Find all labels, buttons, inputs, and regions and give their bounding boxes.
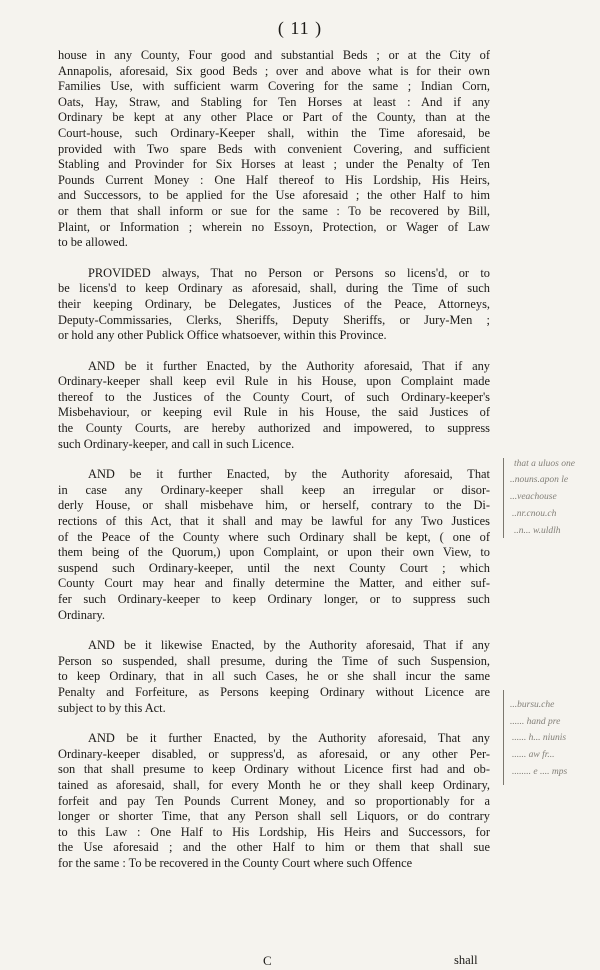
paragraph xyxy=(58,359,490,453)
text-line: Stabling and Provinder for Six Horses at least ; under the Penalty of Ten xyxy=(58,157,490,172)
text-line: Ordinary-keeper shall keep evil Rule in his House, upon Complaint made xyxy=(58,374,490,389)
text-line: thereof to the Justices of the County Court, of such Ordinary-keeper's xyxy=(58,389,490,404)
margin-note: ...... h... niunis xyxy=(512,733,567,743)
text-line: and Successors, to be applied for the Use aforesaid ; the other Half to him xyxy=(58,188,490,203)
paragraph xyxy=(58,731,490,871)
text-line: of the Peace of the County where such Ordinary shall be kept, ( one of xyxy=(58,529,490,544)
text-line: Person so suspended, shall presume, during the Time of such Suspension, xyxy=(58,653,490,668)
text-line: son that shall presume to keep Ordinary without Licence first had and ob- xyxy=(58,762,490,777)
margin-handwritten-notes xyxy=(500,455,600,785)
text-line: Deputy-Commissaries, Clerks, Sheriffs, Deputy Sheriffs, or Jury-Men ; xyxy=(58,312,490,327)
text-line: their keeping Ordinary, be Delegates, Justices of the Peace, Attorneys, xyxy=(58,296,490,311)
paragraph xyxy=(58,467,490,623)
margin-bracket xyxy=(503,690,504,785)
text-line: longer or shorter Time, that any Person shall sell Liquors, or do contrary xyxy=(58,809,490,824)
text-line: Court-house, such Ordinary-Keeper shall, within the Time aforesaid, be xyxy=(58,125,490,140)
text-line: the County Courts, are hereby authorized and impowered, to suppress xyxy=(58,421,490,436)
text-line: Oats, Hay, Straw, and Stabling for Ten Horses at least : And if any xyxy=(58,94,490,109)
margin-note: ........ e .... mps xyxy=(512,767,568,777)
text-line: provided with Two spare Beds with convenient Covering, and sufficient xyxy=(58,141,490,156)
margin-note: ...... aw fr... xyxy=(512,750,555,760)
text-line: them being of the Quorum,) upon Complaint, or upon their own View, to xyxy=(58,545,490,560)
margin-note: ...bursu.che xyxy=(510,700,555,710)
page-number: ( 11 ) xyxy=(277,18,323,38)
text-line: be licens'd to keep Ordinary as aforesaid, shall, during the Time of such xyxy=(58,281,490,296)
text-line: County Court may hear and finally determine the Matter, and either suf- xyxy=(58,576,490,591)
text-line: in case any Ordinary-keeper shall keep an irregular or disor- xyxy=(58,482,490,497)
body-text xyxy=(58,48,490,887)
catchword: shall xyxy=(454,953,478,967)
text-line: to keep Ordinary, that in all such Cases, he or she shall incur the same xyxy=(58,669,490,684)
text-line: Annapolis, aforesaid, Six good Beds ; over and above what is for their own xyxy=(58,63,490,78)
text-line: suspend such Ordinary-keeper, until the next County Court ; which xyxy=(58,560,490,575)
margin-note: ...... hand pre xyxy=(510,717,561,727)
text-line: Families Use, with sufficient warm Covering for the same ; Indian Corn, xyxy=(58,79,490,94)
text-line: AND be it further Enacted, by the Authority aforesaid, That if any xyxy=(88,358,490,373)
margin-note: ..nouns.apon le xyxy=(510,475,569,485)
text-line: Penalty and Forfeiture, as Persons keeping Ordinary without Licence are xyxy=(58,684,490,699)
margin-note: ...veachouse xyxy=(510,492,557,502)
text-line: or hold any other Publick Office whatsoever, within this Province. xyxy=(58,328,387,343)
text-line: house in any County, Four good and substantial Beds ; or at the City of xyxy=(58,48,490,62)
margin-bracket xyxy=(503,458,504,538)
text-line: the Use aforesaid ; and the other Half to him or them that shall sue xyxy=(58,840,490,855)
text-line: to be allowed. xyxy=(58,235,128,250)
text-line: forfeit and pay Ten Pounds Current Money, and so proportionably for a xyxy=(58,793,490,808)
text-line: to this Law : One Half to His Lordship, His Heirs and Successors, for xyxy=(58,824,490,839)
paragraph xyxy=(58,48,490,251)
text-line: PROVIDED always, That no Person or Persons so licens'd, or to xyxy=(88,265,490,280)
text-line: derly House, or shall misbehave him, or herself, contrary to the Di- xyxy=(58,498,490,513)
text-line: subject to by this Act. xyxy=(58,700,166,715)
text-line: AND be it further Enacted, by the Authority aforesaid, That xyxy=(88,467,490,482)
signature-mark: C xyxy=(263,953,272,968)
text-line: rections of this Act, that it shall and may be lawful for any Two Justices xyxy=(58,514,490,529)
text-line: Misbehaviour, or keeping evil Rule in his House, the said Justices of xyxy=(58,405,490,420)
text-line: such Ordinary-keeper, and call in such Licence. xyxy=(58,436,295,451)
text-line: tained as aforesaid, shall, for every Month he or they shall keep Ordinary, xyxy=(58,777,490,792)
text-line: Plaint, or Information ; wherein no Essoyn, Protection, or Wager of Law xyxy=(58,219,490,234)
margin-note: ..n... w.uldlh xyxy=(514,526,561,536)
text-line: or them that shall inform or sue for the same : To be recovered by Bill, xyxy=(58,203,490,218)
text-line: fer such Ordinary-keeper to keep Ordinary longer, or to suppress such xyxy=(58,592,490,606)
text-line: Ordinary. xyxy=(58,607,106,622)
paragraph xyxy=(58,638,490,716)
text-line: AND be it likewise Enacted, by the Authority aforesaid, That if any xyxy=(88,638,490,653)
text-line: for the same : To be recovered in the County Court where such Offence xyxy=(58,855,413,870)
text-line: Ordinary-keeper disabled, or suppress'd, as aforesaid, or any other Per- xyxy=(58,746,490,761)
margin-note: ..nr.cnou.ch xyxy=(512,509,557,519)
text-line: Ordinary be kept at any other Place or Part of the County, than at the xyxy=(58,110,490,125)
text-line: AND be it further Enacted, by the Authority aforesaid, That any xyxy=(88,731,490,746)
text-line: Pounds Current Money : One Half thereof to His Lordship, His Heirs, xyxy=(58,172,490,187)
paragraph xyxy=(58,266,490,344)
margin-note: that a uluos one xyxy=(514,459,575,469)
